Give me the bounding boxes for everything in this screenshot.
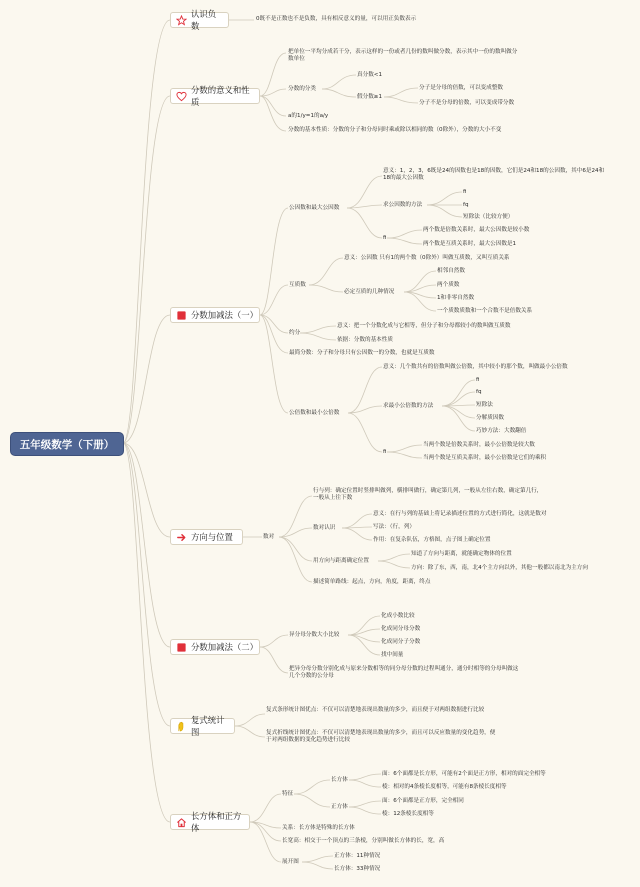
node-lcm-method: 求最小公倍数的方法 bbox=[383, 403, 434, 409]
topic-fraction-meaning[interactable] bbox=[170, 85, 260, 107]
node-coprime: 互质数 bbox=[289, 282, 306, 288]
root-node[interactable]: 五年级数学（下册） bbox=[11, 433, 123, 455]
flag-icon bbox=[176, 642, 187, 653]
topic-title: 分数的意义和性质 bbox=[191, 85, 250, 107]
node-short-division: 短除法 bbox=[476, 402, 493, 408]
note-basic-property: 分数的基本性质：分数的分子和分母同时乘或除以相同的数（0除外），分数的大小不变 bbox=[288, 127, 502, 133]
flag-icon bbox=[176, 310, 187, 321]
node-one-and-nonzero: 1和非零自然数 bbox=[437, 295, 475, 301]
node-fq: fq bbox=[476, 389, 482, 395]
note-coprime-meaning: 意义：公因数 只有1的两个数（0除外）叫做互质数，又叫互质关系 bbox=[344, 255, 510, 261]
note-coprime-case: 两个数是互质关系时，最大公因数是1 bbox=[423, 241, 517, 247]
note-relationship: 关系：长方体是特殊的长方体 bbox=[282, 825, 355, 831]
note-zero-definition: 0既不是正数也不是负数，具有相反意义的量，可以用正负数表示 bbox=[256, 16, 417, 22]
node-fi: fi bbox=[383, 235, 387, 241]
node-pair-knowledge: 数对认识 bbox=[313, 525, 336, 531]
note-lcm-multiple-case: 当两个数是倍数关系时，最小公倍数是较大数 bbox=[423, 442, 535, 448]
node-fi: fi bbox=[476, 377, 480, 383]
note-cuboid-faces: 面：6个面都是长方形，可能有2个面是正方形，相对的面完全相等 bbox=[382, 771, 546, 777]
topic-direction-position[interactable] bbox=[170, 529, 243, 545]
node-proper-fraction: 真分数<1 bbox=[357, 72, 383, 78]
node-fraction-types: 分数的分类 bbox=[288, 86, 316, 92]
topic-title: 长方体和正方体 bbox=[191, 811, 242, 833]
note-lcm-coprime-case: 当两个数是互质关系时，最小公倍数是它们的乘积 bbox=[423, 455, 547, 461]
note-length-width-height: 长宽高：相交于一个顶点的三条棱，分别叫做长方体的长，宽，高 bbox=[282, 838, 445, 844]
topic-title: 分数加减法（一） bbox=[191, 310, 258, 320]
note-integer-case: 分子是分母的倍数，可以变成整数 bbox=[419, 85, 503, 91]
note-common-factor-meaning: 意义：1，2，3，6既是24的因数也是18的因数，它们是24和18的公因数，其中6是24和18的最大公因数 bbox=[383, 168, 605, 182]
node-double-big-number: 巧妙方法：大数翻倍 bbox=[476, 428, 527, 434]
node-fq: fq bbox=[463, 202, 469, 208]
note-common-multiple-meaning: 意义：几个数共有的倍数叫做公倍数，其中较小的那个数，叫做最小公倍数 bbox=[383, 364, 568, 370]
topic-title: 认识负数 bbox=[191, 9, 217, 31]
note-pair-usage: 作用：在复杂队伍，方格图，点子图上确定位置 bbox=[373, 537, 491, 543]
node-fi: fi bbox=[463, 189, 467, 195]
note-multiple-case: 两个数是倍数关系时，最大公因数是较小数 bbox=[423, 227, 530, 233]
node-short-division: 短除法（比较方便） bbox=[463, 214, 514, 220]
note-cube-nets: 正方体：11种情况 bbox=[334, 853, 381, 859]
note-simplest-fraction: 最简分数：分子和分母只有公因数一的分数，也就是互质数 bbox=[289, 350, 435, 356]
star-icon bbox=[176, 15, 187, 26]
node-same-numerator: 化成同分子分数 bbox=[381, 639, 421, 645]
node-common-factor: 公因数和最大公因数 bbox=[289, 205, 340, 211]
topic-title: 复式统计图 bbox=[191, 715, 225, 737]
note-fraction-definition: 把单位一平均分成若干分，表示这样的一份或者几份的数叫做分数，表示其中一份的数叫做分数单位 bbox=[288, 49, 518, 63]
node-adjacent-numbers: 相邻自然数 bbox=[437, 268, 465, 274]
node-net: 展开图 bbox=[282, 859, 299, 865]
node-same-denominator: 化成同分母分数 bbox=[381, 626, 421, 632]
topic-title: 分数加减法（二） bbox=[191, 642, 258, 652]
node-cuboid: 长方体 bbox=[331, 777, 348, 783]
node-common-multiple: 公倍数和最小公倍数 bbox=[289, 410, 340, 416]
note-common-denominator: 把异分母分数分别化成与原来分数相等的同分母分数的过程叫通分，通分时相等的分母叫做这几个分数的公分母 bbox=[289, 666, 519, 680]
node-compare-unlike: 异分母分数大小比较 bbox=[289, 632, 340, 638]
node-prime-factorization: 分解质因数 bbox=[476, 415, 504, 421]
node-prime-composite: 一个质数质数和一个合数不是倍数关系 bbox=[437, 308, 533, 314]
topic-negative-numbers[interactable] bbox=[170, 9, 229, 31]
heart-icon bbox=[176, 91, 187, 102]
note-reduction-meaning: 意义：把一个分数化成与它相等，但分子和分母都较小的数叫做互质数 bbox=[337, 323, 511, 329]
node-fi: fi bbox=[383, 449, 387, 455]
node-cube: 正方体 bbox=[331, 804, 348, 810]
arrow-right-icon bbox=[176, 532, 187, 543]
note-cube-edges: 棱：12条棱长度相等 bbox=[382, 811, 434, 817]
node-middle-value: 找中间量 bbox=[381, 652, 404, 658]
topic-cuboid-cube[interactable] bbox=[170, 811, 250, 833]
note-main-directions: 方向：除了东，西，南，北4个主方向以外，其他一般都以南北为主方向 bbox=[411, 565, 588, 571]
topic-compound-statistics[interactable] bbox=[170, 715, 235, 737]
node-number-pair: 数对 bbox=[263, 534, 275, 540]
note-rows-columns: 行与列：确定位置时竖排叫做列，横排叫做行，确定第几列，一般从左往右数，确定第几行，一般从上往下数 bbox=[313, 488, 543, 502]
note-bar-chart: 复式条形统计图优点：不仅可以清楚地表现出数量的多少，而且便于对两组数据进行比较 bbox=[266, 707, 485, 713]
node-coprime-cases: 必定互质的几种情况 bbox=[344, 289, 395, 295]
topic-fraction-add-sub-2[interactable] bbox=[170, 639, 260, 655]
note-pair-meaning: 意义：在行与列的基础上将记录描述位置的方式进行简化，这就是数对 bbox=[373, 511, 547, 517]
node-reduction: 约分 bbox=[289, 330, 301, 336]
topic-fraction-add-sub-1[interactable] bbox=[170, 307, 260, 323]
note-line-chart: 复式折线统计图优点：不仅可以清楚地表现出数量的多少，而且可以反应数量的变化趋势，便于对两组数据的变化趋势进行比较 bbox=[266, 730, 496, 744]
node-two-primes: 两个质数 bbox=[437, 282, 460, 288]
note-pair-notation: 写法：（行，列） bbox=[373, 524, 415, 530]
node-improper-fraction: 假分数≥1 bbox=[357, 94, 383, 100]
node-direction-distance: 用方向与距离确定位置 bbox=[313, 558, 369, 564]
note-route-description: 描述简单路线：起点，方向，角度，距离，终点 bbox=[313, 579, 431, 585]
note-cube-faces: 面：6个面都是正方形，完全相同 bbox=[382, 798, 464, 804]
note-direction-know: 知道了方向与距离，就能确定物体的位置 bbox=[411, 551, 512, 557]
note-reduction-basis: 依据：分数的基本性质 bbox=[337, 337, 393, 343]
note-cuboid-nets: 长方体：33种情况 bbox=[334, 866, 381, 872]
note-formula: a的1/y=1的a/y bbox=[288, 113, 329, 119]
topic-title: 方向与位置 bbox=[191, 532, 233, 542]
node-factor-method: 求公因数的方法 bbox=[383, 202, 423, 208]
palm-icon bbox=[176, 721, 187, 732]
node-to-decimal: 化成小数比较 bbox=[381, 613, 415, 619]
note-mixed-case: 分子不是分母的倍数，可以变成带分数 bbox=[419, 100, 515, 106]
node-features: 特征 bbox=[282, 791, 294, 797]
home-icon bbox=[176, 817, 187, 828]
note-cuboid-edges: 棱：相对的4条棱长度相等，可能有8条棱长度相等 bbox=[382, 784, 507, 790]
